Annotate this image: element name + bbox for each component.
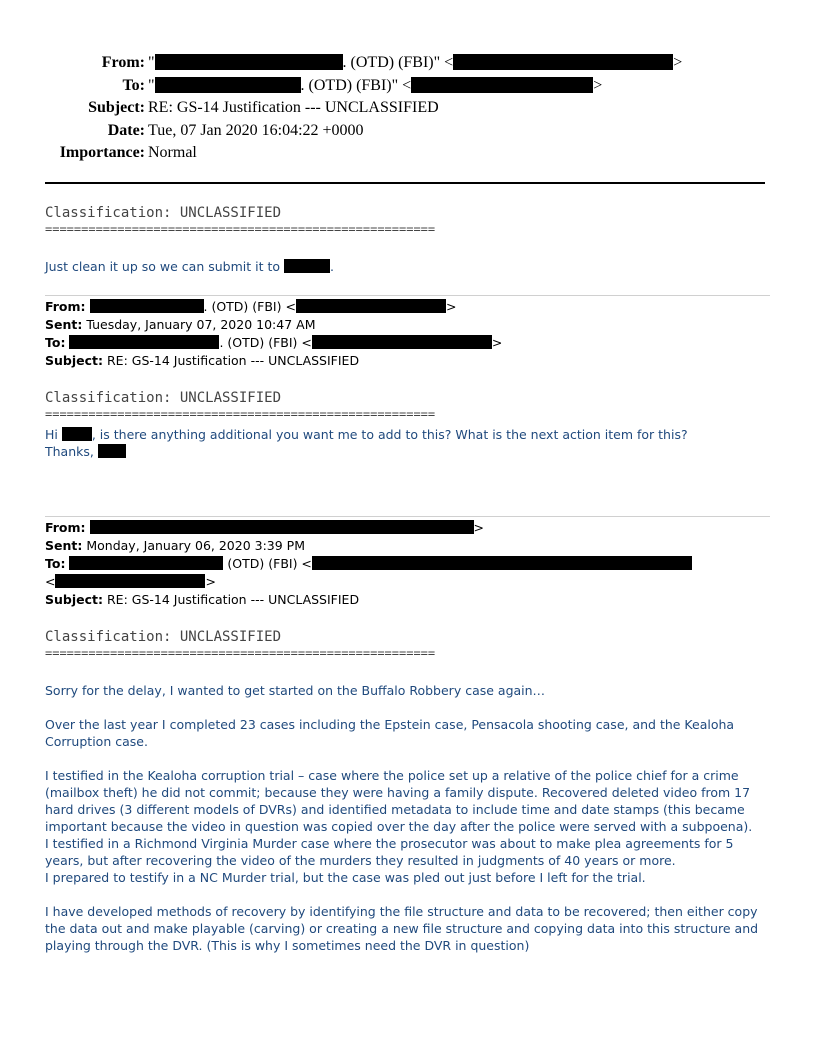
redaction-block bbox=[453, 54, 673, 70]
message-3-sent: Sent: Monday, January 06, 2020 3:39 PM bbox=[45, 538, 306, 553]
redaction-block bbox=[90, 520, 474, 534]
header-date-row bbox=[0, 120, 816, 143]
redaction-block bbox=[62, 427, 92, 441]
redaction-block bbox=[312, 335, 492, 349]
message-1-body bbox=[45, 258, 334, 275]
classification-rule: ====================================================== bbox=[45, 407, 436, 421]
redaction-block bbox=[90, 299, 204, 313]
message-2-subject: Subject: RE: GS-14 Justification --- UNCLASSIFIED bbox=[45, 353, 360, 368]
message-1-text: Just clean it up so we can submit it to bbox=[45, 259, 284, 274]
header-divider bbox=[45, 182, 765, 184]
message-3-p6: I have developed methods of recovery by identifying the file structure and data to be recovered; then either copy the data out and make playable (carving) or creating a new file structure and copying data into this structure and playing through the DVR. (This is why I sometimes need the DVR in question) bbox=[45, 904, 759, 953]
redaction-block bbox=[155, 54, 343, 70]
header-subject-row bbox=[0, 97, 816, 120]
message-3-p2: Over the last year I completed 23 cases including the Epstein case, Pensacola shooting case, and the Kealoha Corruption case. bbox=[45, 717, 735, 749]
header-from-quote: " bbox=[148, 54, 155, 71]
message-2-from: From: . (OTD) (FBI) < > bbox=[45, 299, 457, 314]
header-subject-label: Subject: bbox=[88, 99, 145, 116]
header-from-close: > bbox=[673, 54, 683, 71]
message-3-header bbox=[45, 519, 692, 609]
redaction-block bbox=[69, 335, 219, 349]
header-to-row bbox=[0, 75, 816, 98]
message-2-sent: Sent: Tuesday, January 07, 2020 10:47 AM bbox=[45, 317, 316, 332]
email-header bbox=[0, 52, 816, 165]
header-to-org: . (OTD) (FBI)" < bbox=[300, 76, 412, 94]
header-to-label: To: bbox=[122, 76, 145, 94]
redaction-block bbox=[296, 299, 446, 313]
message-3-body bbox=[45, 682, 775, 954]
message-separator bbox=[45, 516, 770, 517]
header-from-org: . (OTD) (FBI)" < bbox=[342, 54, 454, 71]
redaction-block bbox=[69, 556, 223, 570]
message-3-p4: I testified in a Richmond Virginia Murder case where the prosecutor was about to make plea agreements for 5 years, but after recovering the video of the murders they resulted in judgments of 40 years or more. bbox=[45, 836, 734, 868]
header-importance-label: Importance: bbox=[59, 144, 145, 161]
header-from-label: From: bbox=[101, 54, 145, 71]
redaction-block bbox=[284, 259, 330, 273]
redaction-block bbox=[98, 444, 126, 458]
classification-line: Classification: UNCLASSIFIED bbox=[45, 205, 282, 221]
message-3-to-cont: < > bbox=[45, 574, 216, 589]
message-2-body: Hi , is there anything additional you want me to add to this? What is the next action item for this? Thanks, bbox=[45, 427, 688, 459]
redaction-block bbox=[312, 556, 692, 570]
classification-rule: ====================================================== bbox=[45, 222, 436, 236]
header-to-close: > bbox=[593, 76, 603, 94]
message-1-period: . bbox=[329, 259, 334, 274]
message-2-header bbox=[45, 298, 502, 370]
classification-rule: ====================================================== bbox=[45, 646, 436, 660]
message-3-p1: Sorry for the delay, I wanted to get started on the Buffalo Robbery case again… bbox=[45, 683, 546, 698]
message-3-to: To: (OTD) (FBI) < bbox=[45, 555, 692, 573]
message-2-to: To: . (OTD) (FBI) < > bbox=[45, 335, 503, 350]
header-from-row bbox=[0, 52, 816, 75]
message-3-p3: I testified in the Kealoha corruption trial – case where the police set up a relative of the police chief for a crime (mailbox theft) he did not commit; because they were having a family dispute. Recovered deleted video from 17 hard drives (3 different models of DVRs) and identified metadata to include time and date stamps (this became important because the video in question was copied over the day after the police were served with a subpoena). bbox=[45, 768, 753, 834]
message-3-from: From: > bbox=[45, 520, 484, 535]
message-3-p5: I prepared to testify in a NC Murder trial, but the case was pled out just before I left for the trial. bbox=[45, 870, 646, 885]
classification-line: Classification: UNCLASSIFIED bbox=[45, 629, 282, 645]
header-subject-value: RE: GS-14 Justification --- UNCLASSIFIED bbox=[148, 99, 439, 116]
classification-line: Classification: UNCLASSIFIED bbox=[45, 390, 282, 406]
header-importance-row bbox=[0, 142, 816, 165]
message-separator bbox=[45, 295, 770, 296]
redaction-block bbox=[411, 77, 593, 93]
redaction-block bbox=[55, 574, 205, 588]
header-date-label: Date: bbox=[107, 121, 145, 139]
header-to-quote: " bbox=[148, 76, 155, 94]
header-date-value: Tue, 07 Jan 2020 16:04:22 +0000 bbox=[148, 121, 364, 139]
header-importance-value: Normal bbox=[148, 144, 197, 161]
redaction-block bbox=[155, 77, 301, 93]
message-3-subject: Subject: RE: GS-14 Justification --- UNCLASSIFIED bbox=[45, 592, 360, 607]
